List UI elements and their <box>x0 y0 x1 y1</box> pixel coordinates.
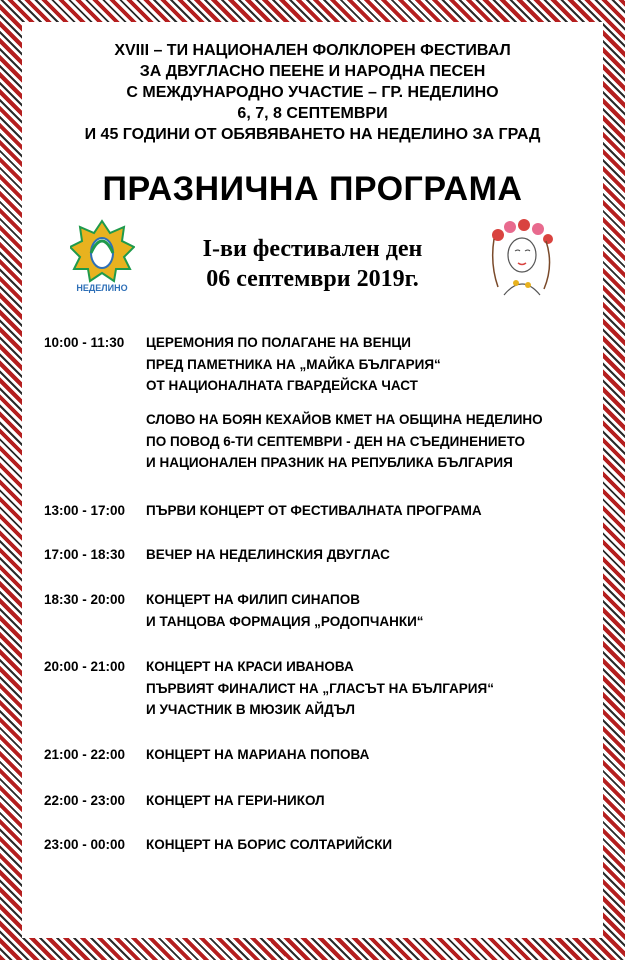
header-line: ЗА ДВУГЛАСНО ПЕЕНЕ И НАРОДНА ПЕСЕН <box>139 63 486 80</box>
schedule-line: КОНЦЕРТ НА ФИЛИП СИНАПОВ <box>146 592 361 607</box>
schedule-line: КОНЦЕРТ НА БОРИС СОЛТАРИЙСКИ <box>146 837 393 852</box>
header-line: С МЕЖДУНАРОДНО УЧАСТИЕ – ГР. НЕДЕЛИНО <box>126 84 499 101</box>
festival-header <box>22 40 603 145</box>
schedule-line: ОТ НАЦИОНАЛНАТА ГВАРДЕЙСКА ЧАСТ <box>146 378 418 393</box>
schedule-line: ЦЕРЕМОНИЯ ПО ПОЛАГАНЕ НА ВЕНЦИ <box>146 335 411 350</box>
schedule-description <box>146 332 441 397</box>
schedule-line: КОНЦЕРТ НА МАРИАНА ПОПОВА <box>146 747 370 762</box>
schedule-line: ПЪРВИ КОНЦЕРТ ОТ ФЕСТИВАЛНАТА ПРОГРАМА <box>146 503 482 518</box>
schedule-line: И ТАНЦОВА ФОРМАЦИЯ „РОДОПЧАНКИ“ <box>146 613 424 629</box>
schedule-description <box>146 834 392 856</box>
schedule-item <box>44 332 593 397</box>
schedule-description <box>146 409 543 474</box>
schedule-time: 22:00 - 23:00 <box>44 793 126 808</box>
schedule-line: И УЧАСТНИК В МЮЗИК АЙДЪЛ <box>146 702 355 717</box>
schedule-line: КОНЦЕРТ НА ГЕРИ-НИКОЛ <box>146 793 325 808</box>
schedule-line: КОНЦЕРТ НА КРАСИ ИВАНОВА <box>146 659 354 674</box>
schedule-item <box>44 589 593 632</box>
page-title: ПРАЗНИЧНА ПРОГРАМА <box>102 170 523 208</box>
schedule-description <box>146 544 390 566</box>
schedule-item <box>44 656 593 721</box>
schedule-time <box>44 409 146 474</box>
schedule-description <box>146 589 424 632</box>
schedule-line: ПЪРВИЯТ ФИНАЛИСТ НА „ГЛАСЪТ НА БЪЛГАРИЯ“ <box>146 680 494 696</box>
schedule-time: 20:00 - 21:00 <box>44 659 126 674</box>
schedule-description <box>146 744 369 766</box>
header-line: И 45 ГОДИНИ ОТ ОБЯВЯВАНЕТО НА НЕДЕЛИНО ЗА ГРАД <box>84 126 541 143</box>
schedule-item <box>44 500 593 522</box>
schedule-time: 10:00 - 11:30 <box>44 335 125 350</box>
schedule-description <box>146 790 325 812</box>
schedule-item <box>44 409 593 474</box>
schedule-time: 23:00 - 00:00 <box>44 837 126 852</box>
schedule-description <box>146 500 482 522</box>
festival-day <box>122 234 503 294</box>
day-label: I-ви фестивален ден <box>202 236 423 262</box>
schedule-item <box>44 790 593 812</box>
day-date: 06 септември 2019г. <box>206 266 419 292</box>
schedule-line: И НАЦИОНАЛЕН ПРАЗНИК НА РЕПУБЛИКА БЪЛГАРИЯ <box>146 455 513 470</box>
schedule-time: 18:30 - 20:00 <box>44 592 126 607</box>
schedule-line: ПО ПОВОД 6-ТИ СЕПТЕМВРИ - ДЕН НА СЪЕДИНЕНИЕТО <box>146 433 526 449</box>
schedule-line: СЛОВО НА БОЯН КЕХАЙОВ КМЕТ НА ОБЩИНА НЕДЕЛИНО <box>146 412 543 427</box>
header-line: 6, 7, 8 СЕПТЕМВРИ <box>237 105 388 122</box>
schedule-time: 13:00 - 17:00 <box>44 503 126 518</box>
schedule-description <box>146 656 494 721</box>
schedule-line: ПРЕД ПАМЕТНИКА НА „МАЙКА БЪЛГАРИЯ“ <box>146 356 441 372</box>
poster-content <box>22 22 603 938</box>
folk-girl-illustration <box>484 219 559 297</box>
header-line: XVIII – ТИ НАЦИОНАЛЕН ФОЛКЛОРЕН ФЕСТИВАЛ <box>114 42 511 59</box>
schedule-item <box>44 744 593 766</box>
schedule-line: ВЕЧЕР НА НЕДЕЛИНСКИЯ ДВУГЛАС <box>146 547 390 562</box>
schedule-item <box>44 834 593 856</box>
schedule-time: 21:00 - 22:00 <box>44 747 126 762</box>
schedule-time: 17:00 - 18:30 <box>44 547 126 562</box>
schedule-item <box>44 544 593 566</box>
logo-text: НЕДЕЛИНО <box>76 283 128 293</box>
